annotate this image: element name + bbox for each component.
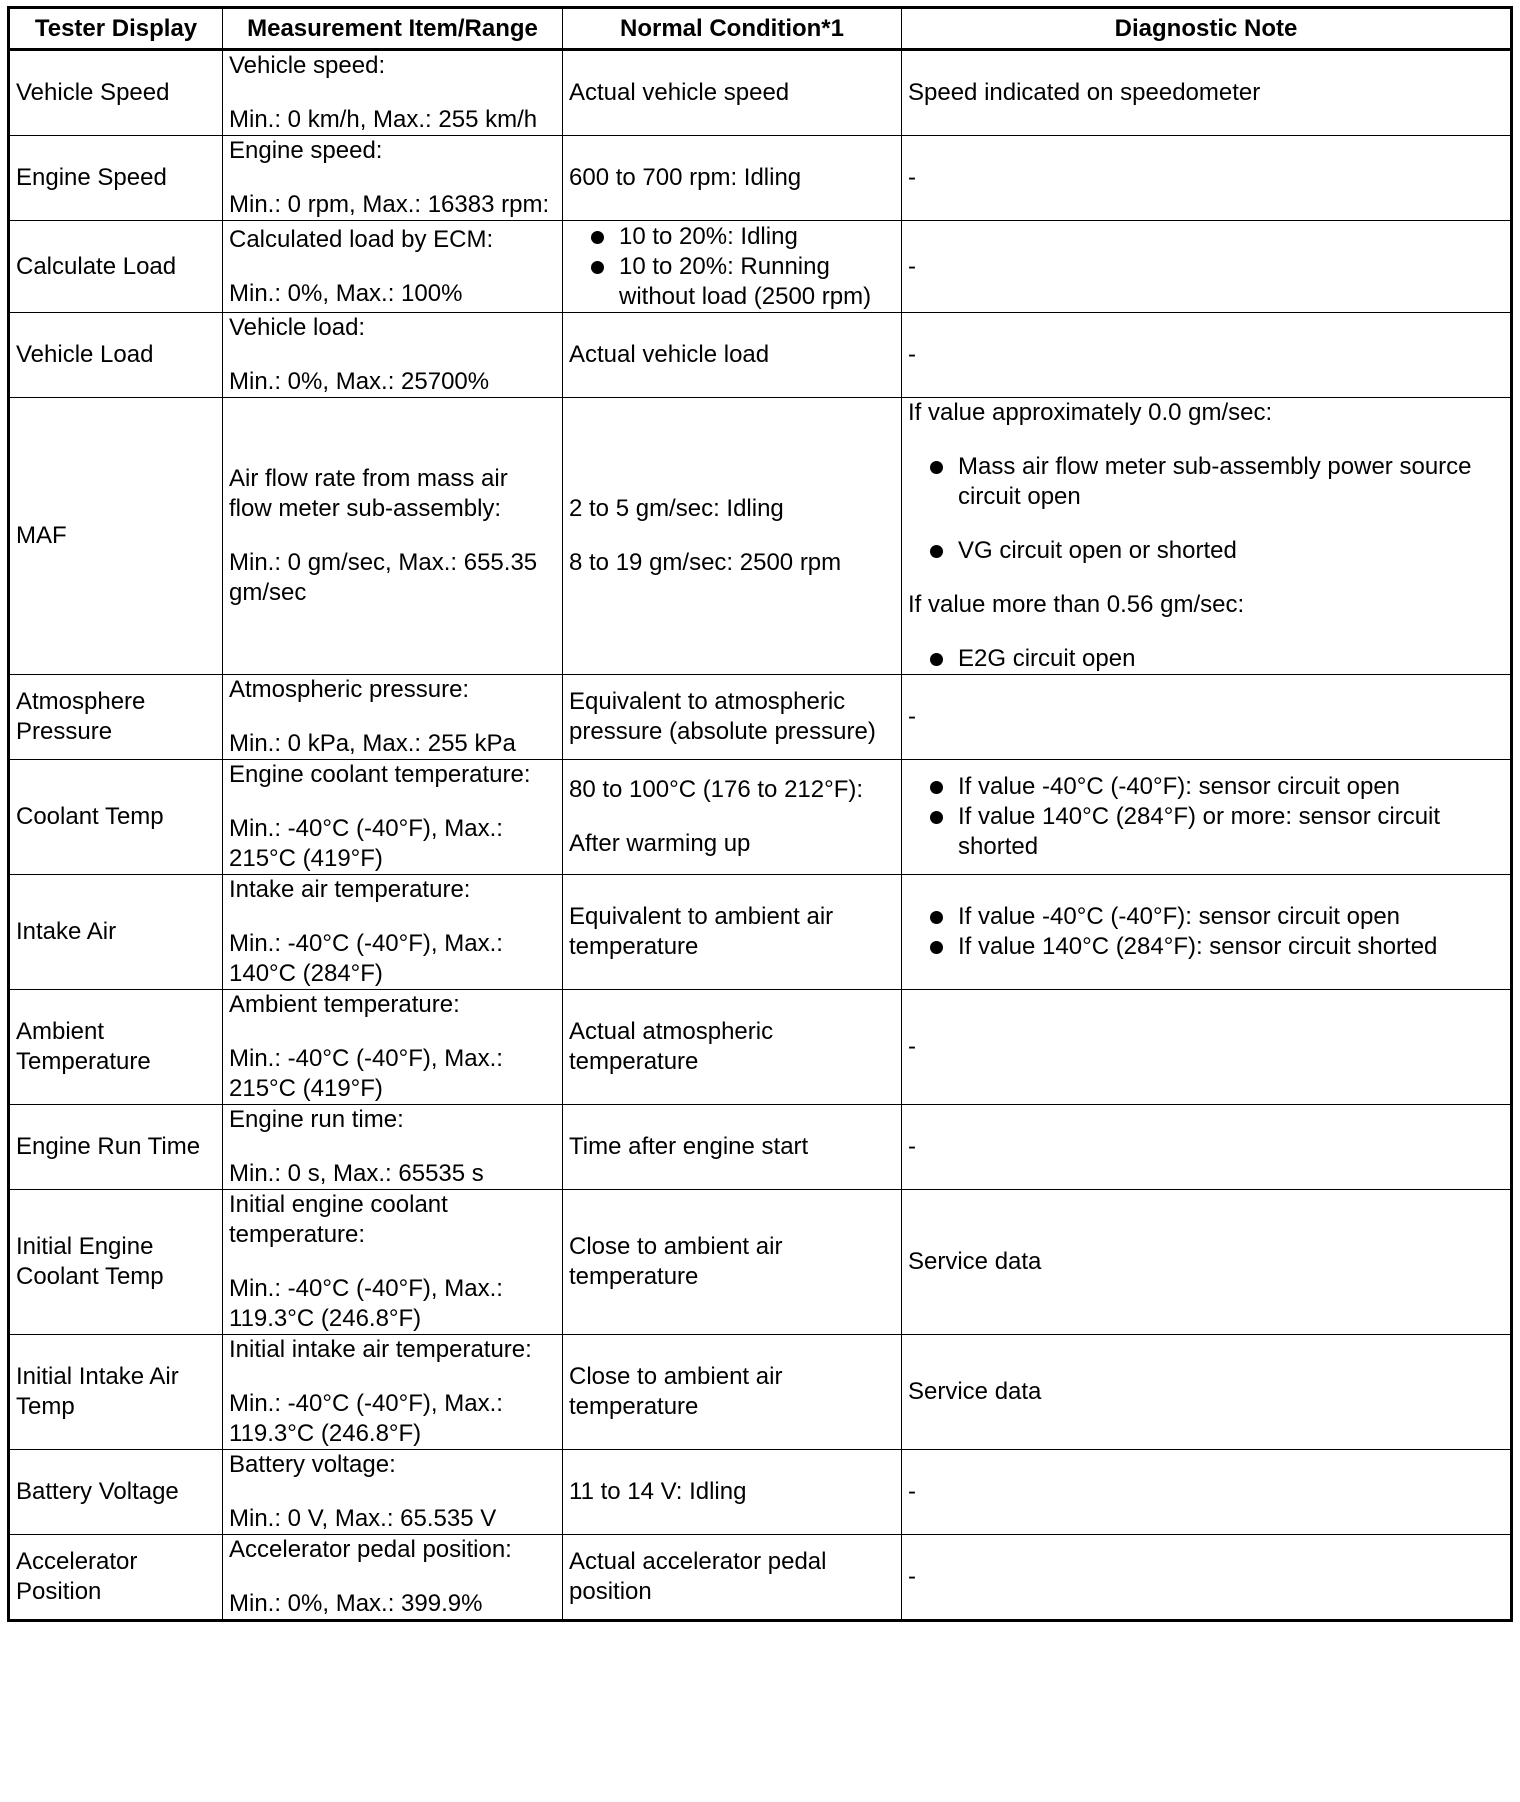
tester-display-cell: Accelerator Position	[9, 1535, 223, 1621]
condition-text: Actual vehicle load	[569, 341, 770, 368]
note-text: -	[908, 1133, 916, 1160]
measurement-range: Min.: -40°C (-40°F), Max.: 119.3°C (246.8°F)	[229, 1275, 503, 1332]
measurement-item-label: Ambient temperature:	[229, 991, 460, 1018]
condition-text: 2 to 5 gm/sec: Idling	[569, 495, 784, 522]
condition-text: 11 to 14 V: Idling	[569, 1478, 747, 1505]
normal-condition-cell	[563, 875, 902, 990]
measurement-item-cell	[223, 398, 563, 675]
measurement-item-label: Engine speed:	[229, 137, 383, 164]
diagnostic-note-cell	[902, 50, 1512, 136]
bullet-text: VG circuit open or shorted	[958, 537, 1237, 564]
measurement-item-cell	[223, 675, 563, 760]
bullet-dot-icon	[930, 653, 943, 666]
table-header	[9, 8, 1512, 50]
bullet-item	[908, 932, 1504, 962]
table-row	[9, 675, 1512, 760]
bullet-text: If value 140°C (284°F): sensor circuit shorted	[958, 933, 1438, 960]
measurement-item-cell	[223, 313, 563, 398]
bullet-item	[908, 772, 1504, 802]
measurement-item-cell	[223, 760, 563, 875]
note-text: Service data	[908, 1378, 1042, 1405]
tester-display-cell: Ambient Temperature	[9, 990, 223, 1105]
normal-condition-cell	[563, 313, 902, 398]
table-row	[9, 760, 1512, 875]
measurement-range: Min.: 0 gm/sec, Max.: 655.35 gm/sec	[229, 549, 538, 606]
measurement-range: Min.: 0%, Max.: 25700%	[229, 368, 490, 395]
measurement-item-cell	[223, 1105, 563, 1190]
bullet-text: If value -40°C (-40°F): sensor circuit open	[958, 903, 1401, 930]
table-row	[9, 1190, 1512, 1335]
diagnostic-note-cell	[902, 313, 1512, 398]
measurement-item-label: Initial engine coolant temperature:	[229, 1191, 448, 1248]
note-intro: If value more than 0.56 gm/sec:	[908, 591, 1245, 618]
table-row	[9, 221, 1512, 313]
spacer	[229, 905, 556, 929]
bullet-list	[908, 902, 1504, 962]
table-row	[9, 875, 1512, 990]
measurement-item-cell	[223, 990, 563, 1105]
diagnostic-note-cell	[902, 1450, 1512, 1535]
measurement-range: Min.: 0 kPa, Max.: 255 kPa	[229, 730, 516, 757]
spacer	[229, 81, 556, 105]
spacer	[229, 524, 556, 548]
table-row	[9, 313, 1512, 398]
table-row	[9, 1335, 1512, 1450]
bullet-text: Mass air flow meter sub-assembly power source circuit open	[958, 453, 1472, 510]
spacer	[908, 566, 1504, 590]
bullet-list	[908, 772, 1504, 862]
bullet-text: If value -40°C (-40°F): sensor circuit open	[958, 773, 1401, 800]
note-text: -	[908, 164, 916, 191]
spacer	[229, 1365, 556, 1389]
measurement-item-cell	[223, 221, 563, 313]
condition-text: Equivalent to atmospheric pressure (absolute pressure)	[569, 688, 876, 745]
tester-display-cell: Battery Voltage	[9, 1450, 223, 1535]
measurement-item-label: Engine coolant temperature:	[229, 761, 531, 788]
diagnostic-note-cell	[902, 990, 1512, 1105]
tester-display-cell: Coolant Temp	[9, 760, 223, 875]
header-row	[9, 8, 1512, 50]
measurement-item-label: Engine run time:	[229, 1106, 404, 1133]
tester-display-cell: MAF	[9, 398, 223, 675]
measurement-range: Min.: -40°C (-40°F), Max.: 215°C (419°F)	[229, 815, 503, 872]
table-row	[9, 398, 1512, 675]
normal-condition-cell	[563, 1535, 902, 1621]
bullet-item	[908, 536, 1504, 566]
condition-text: 8 to 19 gm/sec: 2500 rpm	[569, 549, 842, 576]
bullet-dot-icon	[930, 781, 943, 794]
measurement-item-label: Vehicle load:	[229, 314, 366, 341]
table-row	[9, 1535, 1512, 1621]
data-list-table	[7, 6, 1513, 1622]
bullet-dot-icon	[930, 461, 943, 474]
normal-condition-cell	[563, 221, 902, 313]
bullet-item	[908, 644, 1504, 674]
bullet-list	[908, 428, 1504, 566]
note-text: -	[908, 1478, 916, 1505]
diagnostic-note-cell	[902, 136, 1512, 221]
measurement-item-label: Atmospheric pressure:	[229, 676, 470, 703]
measurement-item-cell	[223, 136, 563, 221]
measurement-item-label: Initial intake air temperature:	[229, 1336, 532, 1363]
bullet-item	[908, 902, 1504, 932]
bullet-item	[908, 452, 1504, 512]
bullet-item	[569, 252, 895, 312]
normal-condition-cell	[563, 136, 902, 221]
tester-display-cell: Engine Speed	[9, 136, 223, 221]
spacer	[908, 620, 1504, 644]
condition-text: Close to ambient air temperature	[569, 1363, 783, 1420]
bullet-dot-icon	[591, 261, 604, 274]
normal-condition-cell	[563, 1450, 902, 1535]
header-diagnostic-note: Diagnostic Note	[902, 8, 1512, 50]
measurement-item-label: Calculated load by ECM:	[229, 225, 494, 253]
spacer	[229, 1565, 556, 1589]
table-row	[9, 1450, 1512, 1535]
measurement-item-label: Vehicle speed:	[229, 52, 386, 79]
spacer	[229, 1135, 556, 1159]
normal-condition-cell	[563, 760, 902, 875]
diagnostic-note-cell	[902, 675, 1512, 760]
normal-condition-cell	[563, 1105, 902, 1190]
note-text: -	[908, 341, 916, 368]
bullet-text: 10 to 20%: Running without load (2500 rpm)	[619, 252, 872, 310]
measurement-item-cell	[223, 1190, 563, 1335]
tester-display-cell: Initial Intake Air Temp	[9, 1335, 223, 1450]
bullet-text: If value 140°C (284°F) or more: sensor circuit shorted	[958, 803, 1441, 860]
measurement-item-label: Battery voltage:	[229, 1451, 396, 1478]
note-text: -	[908, 703, 916, 730]
spacer	[569, 805, 895, 829]
measurement-range: Min.: 0 s, Max.: 65535 s	[229, 1160, 484, 1187]
measurement-item-label: Accelerator pedal position:	[229, 1536, 512, 1563]
note-intro: If value approximately 0.0 gm/sec:	[908, 399, 1273, 426]
measurement-range: Min.: 0%, Max.: 399.9%	[229, 1590, 483, 1617]
spacer	[229, 1250, 556, 1274]
bullet-dot-icon	[930, 811, 943, 824]
measurement-item-cell	[223, 1450, 563, 1535]
table-row	[9, 990, 1512, 1105]
spacer	[229, 705, 556, 729]
spacer	[229, 166, 556, 190]
note-text: Service data	[908, 1248, 1042, 1275]
bullet-text: 10 to 20%: Idling	[619, 222, 798, 250]
normal-condition-cell	[563, 675, 902, 760]
measurement-item-label: Intake air temperature:	[229, 876, 471, 903]
diagnostic-note-cell	[902, 760, 1512, 875]
tester-display-cell: Intake Air	[9, 875, 223, 990]
table-row	[9, 50, 1512, 136]
spacer	[229, 790, 556, 814]
condition-text: Time after engine start	[569, 1133, 809, 1160]
measurement-range: Min.: -40°C (-40°F), Max.: 215°C (419°F)	[229, 1045, 503, 1102]
diagnostic-note-cell	[902, 1335, 1512, 1450]
tester-display-cell: Vehicle Load	[9, 313, 223, 398]
table-row	[9, 136, 1512, 221]
measurement-range: Min.: 0 V, Max.: 65.535 V	[229, 1505, 497, 1532]
condition-text: After warming up	[569, 830, 751, 857]
condition-text: 600 to 700 rpm: Idling	[569, 164, 802, 191]
bullet-text: E2G circuit open	[958, 645, 1136, 672]
measurement-range: Min.: 0%, Max.: 100%	[229, 279, 463, 307]
measurement-item-label: Air flow rate from mass air flow meter sub-assembly:	[229, 465, 508, 522]
bullet-dot-icon	[930, 911, 943, 924]
measurement-range: Min.: -40°C (-40°F), Max.: 140°C (284°F)	[229, 930, 503, 987]
spacer	[229, 343, 556, 367]
spacer	[229, 1480, 556, 1504]
tester-display-cell: Calculate Load	[9, 221, 223, 313]
diagnostic-note-cell	[902, 1535, 1512, 1621]
bullet-item	[569, 222, 895, 252]
bullet-list	[908, 620, 1504, 674]
measurement-item-cell	[223, 875, 563, 990]
normal-condition-cell	[563, 1335, 902, 1450]
header-normal-condition: Normal Condition*1	[563, 8, 902, 50]
spacer	[908, 512, 1504, 536]
note-text: -	[908, 252, 916, 280]
bullet-dot-icon	[930, 545, 943, 558]
tester-display-cell: Initial Engine Coolant Temp	[9, 1190, 223, 1335]
note-text: -	[908, 1033, 916, 1060]
condition-text: Actual accelerator pedal position	[569, 1548, 827, 1605]
header-measurement-item: Measurement Item/Range	[223, 8, 563, 50]
spacer	[569, 524, 895, 548]
condition-text: Actual vehicle speed	[569, 79, 790, 106]
tester-display-cell: Atmosphere Pressure	[9, 675, 223, 760]
measurement-item-cell	[223, 50, 563, 136]
header-tester-display: Tester Display	[9, 8, 223, 50]
diagnostic-note-cell	[902, 1190, 1512, 1335]
condition-text: Close to ambient air temperature	[569, 1233, 783, 1290]
spacer	[908, 428, 1504, 452]
measurement-range: Min.: 0 rpm, Max.: 16383 rpm:	[229, 191, 550, 218]
tester-display-cell: Engine Run Time	[9, 1105, 223, 1190]
measurement-range: Min.: -40°C (-40°F), Max.: 119.3°C (246.8°F)	[229, 1390, 503, 1447]
normal-condition-cell	[563, 398, 902, 675]
measurement-item-cell	[223, 1335, 563, 1450]
condition-text: 80 to 100°C (176 to 212°F):	[569, 776, 864, 803]
bullet-dot-icon	[930, 941, 943, 954]
data-list-table-container	[7, 6, 1513, 1622]
spacer	[229, 1020, 556, 1044]
condition-text: Equivalent to ambient air temperature	[569, 903, 834, 960]
tester-display-cell: Vehicle Speed	[9, 50, 223, 136]
normal-condition-cell	[563, 1190, 902, 1335]
diagnostic-note-cell	[902, 398, 1512, 675]
measurement-range: Min.: 0 km/h, Max.: 255 km/h	[229, 106, 538, 133]
condition-text: Actual atmospheric temperature	[569, 1018, 774, 1075]
diagnostic-note-cell	[902, 221, 1512, 313]
table-body	[9, 50, 1512, 1621]
note-text: Speed indicated on speedometer	[908, 79, 1261, 106]
bullet-dot-icon	[591, 231, 604, 244]
measurement-item-cell	[223, 1535, 563, 1621]
bullet-item	[908, 802, 1504, 862]
note-text: -	[908, 1563, 916, 1590]
bullet-list	[569, 222, 895, 312]
diagnostic-note-cell	[902, 1105, 1512, 1190]
spacer	[229, 255, 556, 279]
normal-condition-cell	[563, 50, 902, 136]
table-row	[9, 1105, 1512, 1190]
normal-condition-cell	[563, 990, 902, 1105]
diagnostic-note-cell	[902, 875, 1512, 990]
